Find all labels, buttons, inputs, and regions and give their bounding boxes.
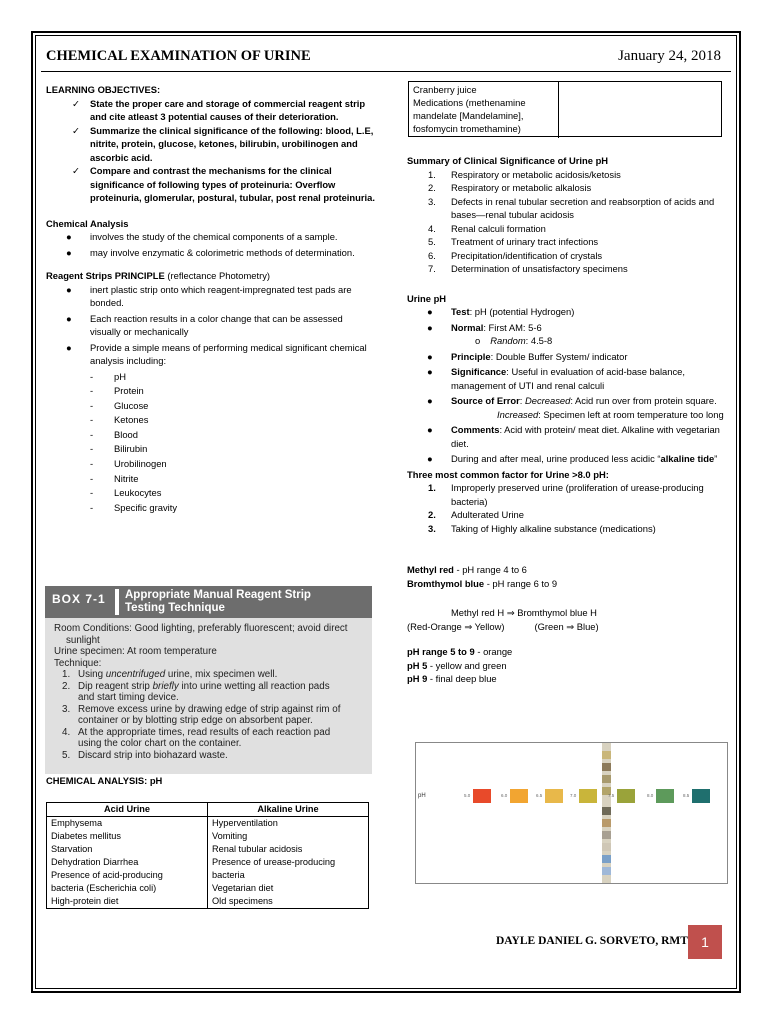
chemical-analysis-list: [46, 230, 376, 259]
reagent-tests-list: [46, 370, 376, 516]
objectives-list: [46, 97, 376, 205]
ph-range: pH range 5 to 9 - orange: [407, 646, 513, 657]
summary-heading: Summary of Clinical Significance of Urine pH: [407, 155, 609, 166]
list-item: - Glucose: [90, 399, 149, 411]
check-icon: ✓: [72, 165, 80, 176]
list-item: - Blood: [90, 428, 138, 440]
list-item: - Specific gravity: [90, 501, 178, 513]
list-item: ● Significance: Useful in evaluation of acid-base balance, management of UTI and renal calculi: [427, 366, 685, 391]
box-separator: [115, 589, 119, 615]
color-swatch: [510, 789, 528, 803]
ph-5: pH 5 - yellow and green: [407, 659, 507, 671]
color-swatch: [656, 789, 674, 803]
acid-header: Acid Urine: [47, 803, 208, 817]
list-item: - pH: [90, 370, 126, 382]
alkaline-header: Alkaline Urine: [208, 803, 369, 817]
document-date: January 24, 2018: [618, 48, 721, 64]
swatch-label: 8.0: [647, 793, 654, 798]
chemical-analysis-heading: Chemical Analysis: [46, 217, 129, 229]
technique-step: 2. Dip reagent strip briefly into urine wetting all reaction pads: [62, 680, 330, 692]
list-item: ● Normal: First AM: 5-6 o Random: 4.5-8: [427, 321, 553, 346]
swatch-label: 6.0: [501, 793, 508, 798]
acid-alkaline-table: [46, 802, 369, 909]
swatch-label: 8.5: [683, 793, 690, 798]
list-item: - Protein: [90, 385, 144, 397]
color-swatch: [692, 789, 710, 803]
urine-ph-list: [407, 305, 727, 466]
list-item: ● Each reaction results in a color change that can be assessed visually or mechanically: [66, 312, 343, 337]
indicator-methyl: Methyl red - pH range 4 to 6: [407, 564, 527, 575]
header-divider: [41, 71, 731, 72]
reagent-strips-heading: Reagent Strips PRINCIPLE (reflectance Photometry): [46, 270, 271, 281]
table-row: bacteria (Escherichia coli) Vegetarian diet: [47, 882, 369, 895]
check-icon: ✓: [72, 124, 80, 136]
box-number: BOX 7-1: [52, 592, 106, 606]
ph-section-label: CHEMICAL ANALYSIS: pH: [46, 775, 163, 786]
objective-item: ✓ State the proper care and storage of commercial reagent strip and cite atleast 3 potential causes of their deterioration.: [72, 97, 366, 122]
list-item: 5. Treatment of urinary tract infections: [428, 236, 599, 247]
indicator-reaction-colors: (Red-Orange ⇒ Yellow) (Green ⇒ Blue): [407, 620, 599, 632]
box-7-1-header: [45, 586, 372, 618]
table-row: Starvation Renal tubular acidosis: [47, 843, 369, 856]
list-item: ● Provide a simple means of performing medical significant chemical analysis including:: [66, 341, 367, 366]
right-column: [407, 154, 727, 686]
list-item: ● During and after meal, urine produced less acidic “alkaline tide”: [427, 453, 718, 464]
list-item: - Nitrite: [90, 472, 139, 484]
list-item: ● inert plastic strip onto which reagent-impregnated test pads are bonded.: [66, 283, 352, 308]
color-swatch: [473, 789, 491, 803]
page-number: 1: [688, 925, 722, 959]
bullet-icon: ●: [66, 283, 72, 295]
ph-9: pH 9 - final deep blue: [407, 673, 497, 684]
reagent-strips-list: [46, 283, 376, 368]
ph-strip-svg: [416, 743, 727, 883]
list-item: ● Source of Error: Decreased: Acid run over from protein square. Increased: Specimen left at room temperature too long: [427, 395, 724, 420]
technique-step: 5. Discard strip into biohazard waste.: [62, 749, 228, 761]
check-icon: ✓: [72, 97, 80, 109]
document-title: CHEMICAL EXAMINATION OF URINE: [46, 48, 311, 64]
table-row: Diabetes mellitus Vomiting: [47, 830, 369, 843]
ph-strip-chart-image: [415, 742, 728, 884]
summary-list: [407, 168, 727, 276]
list-item: 6. Precipitation/identification of crystals: [428, 249, 603, 261]
list-item: ● Test: pH (potential Hydrogen): [427, 306, 575, 317]
bullet-icon: ●: [66, 231, 72, 242]
strip-ph-label: pH: [418, 793, 426, 799]
swatch-label: 7.0: [570, 793, 577, 798]
box-7-1-body: Room Conditions: Good lighting, preferably fluorescent; avoid direct sunlight Urine specimen: At room temperature Technique: 1. Using uncentrifuged urine, mix specimen well. 2. Dip reagent strip briefly into urine wetting all reaction pads and start timing device. 3. Remove excess urine by drawing edge of strip against rim of container or by blotting strip edge on absorbent paper. 4. At the appropriate times, read results of each reaction pad using the color chart on the container. 5. Discard strip into biohazard waste.: [45, 618, 372, 761]
list-item: 3. Defects in renal tubular secretion and reabsorption of acids and bases—renal tubular acidosis: [428, 195, 715, 220]
acid-table-continued: [408, 81, 722, 137]
box-7-1: [45, 586, 372, 774]
swatch-label: 7.5: [608, 793, 615, 798]
technique-step: 1. Using uncentrifuged urine, mix specimen well.: [62, 669, 278, 680]
bullet-icon: ●: [66, 312, 72, 324]
swatch-label: 6.5: [536, 793, 543, 798]
color-swatch: [579, 789, 597, 803]
swatch-label: 5.0: [464, 793, 471, 798]
table-header-row: [47, 803, 369, 817]
list-item: 1. Respiratory or metabolic acidosis/ketosis: [428, 168, 621, 180]
list-item: 3. Taking of Highly alkaline substance (medications): [428, 522, 656, 534]
table-row: Presence of acid-producing bacteria: [47, 869, 369, 882]
box-title: Appropriate Manual Reagent Strip Testing Technique: [125, 589, 311, 614]
factors-list: [407, 481, 727, 535]
table-row: Emphysema Hyperventilation: [47, 817, 369, 831]
bullet-icon: ●: [66, 246, 72, 258]
objective-item: ✓ Summarize the clinical significance of the following: blood, L.E, nitrite, protein, glucose, ketones, bilirubin, urobilinogen and ascorbic acid.: [72, 124, 374, 163]
table-row: Dehydration Diarrhea Presence of urease-producing: [47, 856, 369, 869]
table-row: High-protein diet Old specimens: [47, 895, 369, 909]
technique-step: 4. At the appropriate times, read results of each reaction pad: [62, 726, 331, 738]
factors-heading: Three most common factor for Urine >8.0 pH:: [407, 468, 609, 480]
urine-ph-heading: Urine pH: [407, 292, 447, 304]
list-item: - Ketones: [90, 414, 149, 426]
author-name: DAYLE DANIEL G. SORVETO, RMT: [496, 935, 688, 947]
list-item: - Urobilinogen: [90, 458, 167, 470]
list-item: 4. Renal calculi formation: [428, 222, 546, 234]
color-swatch: [617, 789, 635, 803]
list-item: 1. Improperly preserved urine (proliferation of urease-producing bacteria): [428, 482, 704, 507]
indicator-reaction: Methyl red H ⇒ Bromthymol blue H: [451, 607, 597, 618]
objectives-heading: LEARNING OBJECTIVES:: [46, 84, 161, 95]
list-item: 7. Determination of unsatisfactory specimens: [428, 263, 628, 274]
list-item: ● Principle: Double Buffer System/ indicator: [427, 350, 628, 362]
technique-step: 3. Remove excess urine by drawing edge of strip against rim of: [62, 703, 341, 715]
bullet-icon: ●: [66, 341, 72, 353]
list-item: ● involves the study of the chemical components of a sample.: [66, 231, 338, 242]
list-item: 2. Respiratory or metabolic alkalosis: [428, 182, 592, 193]
list-item: 2. Adulterated Urine: [428, 509, 524, 520]
table-row: Cranberry juice Medications (methenamine mandelate [Mandelamine], fosfomycin tromethamine): [409, 82, 722, 137]
indicator-bromthymol: Bromthymol blue - pH range 6 to 9: [407, 577, 558, 589]
list-item: - Leukocytes: [90, 487, 162, 499]
color-swatch: [545, 789, 563, 803]
list-item: ● may involve enzymatic & colorimetric methods of determination.: [66, 246, 355, 258]
objective-item: ✓ Compare and contrast the mechanisms for the clinical significance of following types of proteinuria: Overflow proteinuria, glomerular, postural, tubular, post renal proteinuria.: [72, 165, 375, 203]
left-column: [46, 83, 376, 515]
list-item: - Bilirubin: [90, 443, 148, 455]
list-item: ● Comments: Acid with protein/ meat diet. Alkaline with vegetarian diet.: [427, 424, 720, 449]
